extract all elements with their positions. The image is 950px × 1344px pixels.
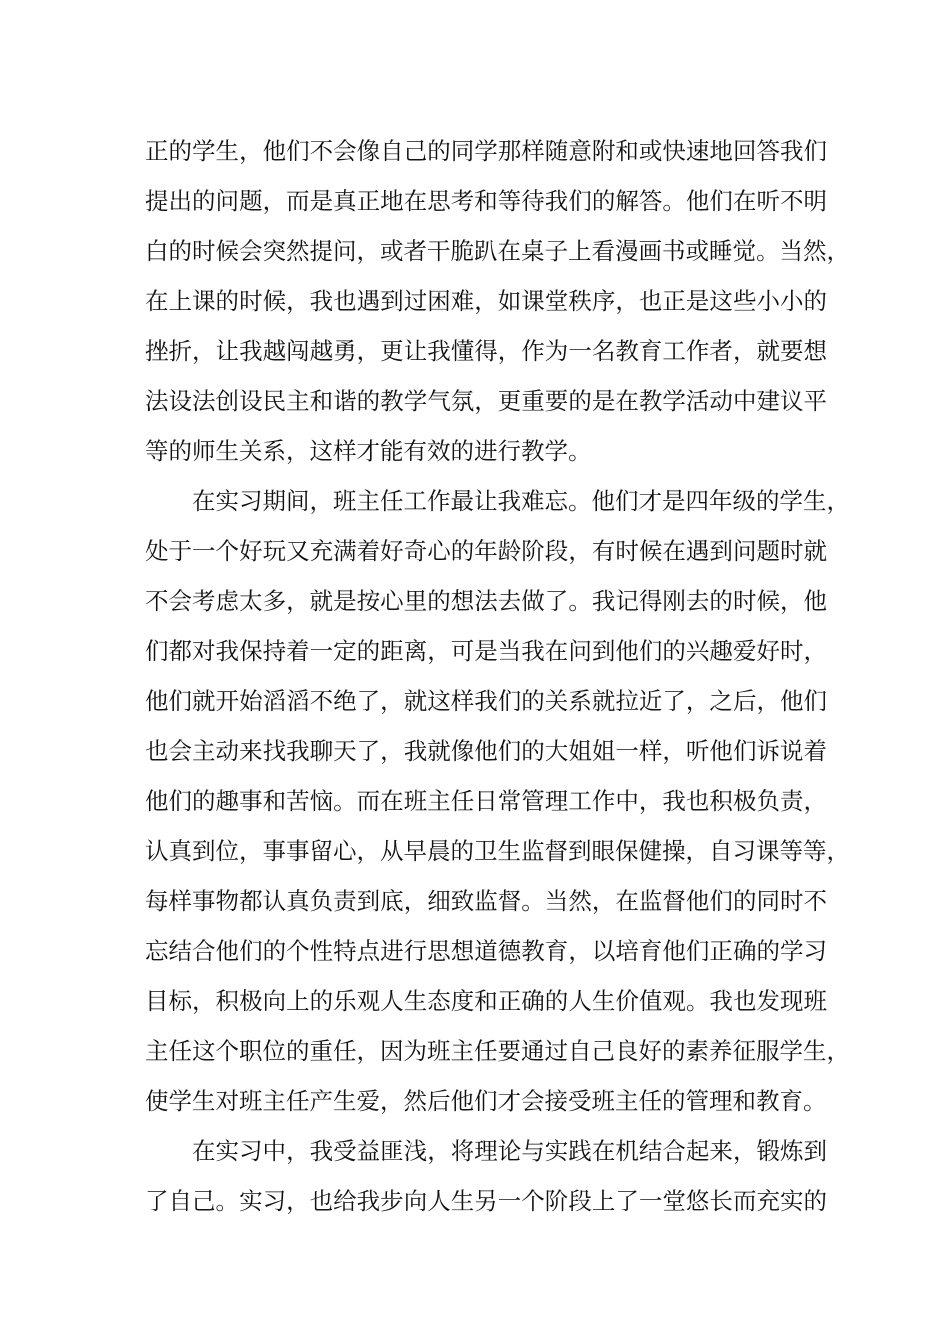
paragraph-first-line: 在实习期间，班主任工作最让我难忘。他们才是四年级的学生， (192, 487, 850, 515)
text-line: 不会考虑太多，就是按心里的想法去做了。我记得刚去的时候，他 (145, 587, 827, 615)
text-line: 也会主动来找我聊天了，我就像他们的大姐姐一样，听他们诉说着 (145, 737, 827, 765)
text-line: 目标，积极向上的乐观人生态度和正确的人生价值观。我也发现班 (145, 987, 827, 1015)
text-line: 正的学生，他们不会像自己的同学那样随意附和或快速地回答我们 (145, 137, 827, 165)
text-line: 了自己。实习，也给我步向人生另一个阶段上了一堂悠长而充实的 (145, 1187, 827, 1215)
text-line: 主任这个职位的重任，因为班主任要通过自己良好的素养征服学生， (145, 1037, 850, 1065)
text-line: 白的时候会突然提问，或者干脆趴在桌子上看漫画书或睡觉。当然， (145, 237, 850, 265)
text-line: 他们的趣事和苦恼。而在班主任日常管理工作中，我也积极负责， (145, 787, 827, 815)
text-line: 等的师生关系，这样才能有效的进行教学。 (145, 437, 592, 465)
text-line: 使学生对班主任产生爱，然后他们才会接受班主任的管理和教育。 (145, 1087, 827, 1115)
text-line: 法设法创设民主和谐的教学气氛，更重要的是在教学活动中建议平 (145, 387, 827, 415)
text-line: 认真到位，事事留心，从早晨的卫生监督到眼保健操，自习课等等， (145, 837, 850, 865)
paragraph-first-line: 在实习中，我受益匪浅，将理论与实践在机结合起来，锻炼到 (192, 1137, 827, 1165)
text-line: 忘结合他们的个性特点进行思想道德教育，以培育他们正确的学习 (145, 937, 827, 965)
text-line: 每样事物都认真负责到底，细致监督。当然，在监督他们的同时不 (145, 887, 827, 915)
text-line: 处于一个好玩又充满着好奇心的年龄阶段，有时候在遇到问题时就 (145, 537, 827, 565)
text-line: 他们就开始滔滔不绝了，就这样我们的关系就拉近了，之后，他们 (145, 687, 827, 715)
text-line: 提出的问题，而是真正地在思考和等待我们的解答。他们在听不明 (145, 187, 827, 215)
text-line: 挫折，让我越闯越勇，更让我懂得，作为一名教育工作者，就要想 (145, 337, 827, 365)
text-line: 们都对我保持着一定的距离，可是当我在问到他们的兴趣爱好时， (145, 637, 827, 665)
text-line: 在上课的时候，我也遇到过困难，如课堂秩序，也正是这些小小的 (145, 287, 827, 315)
